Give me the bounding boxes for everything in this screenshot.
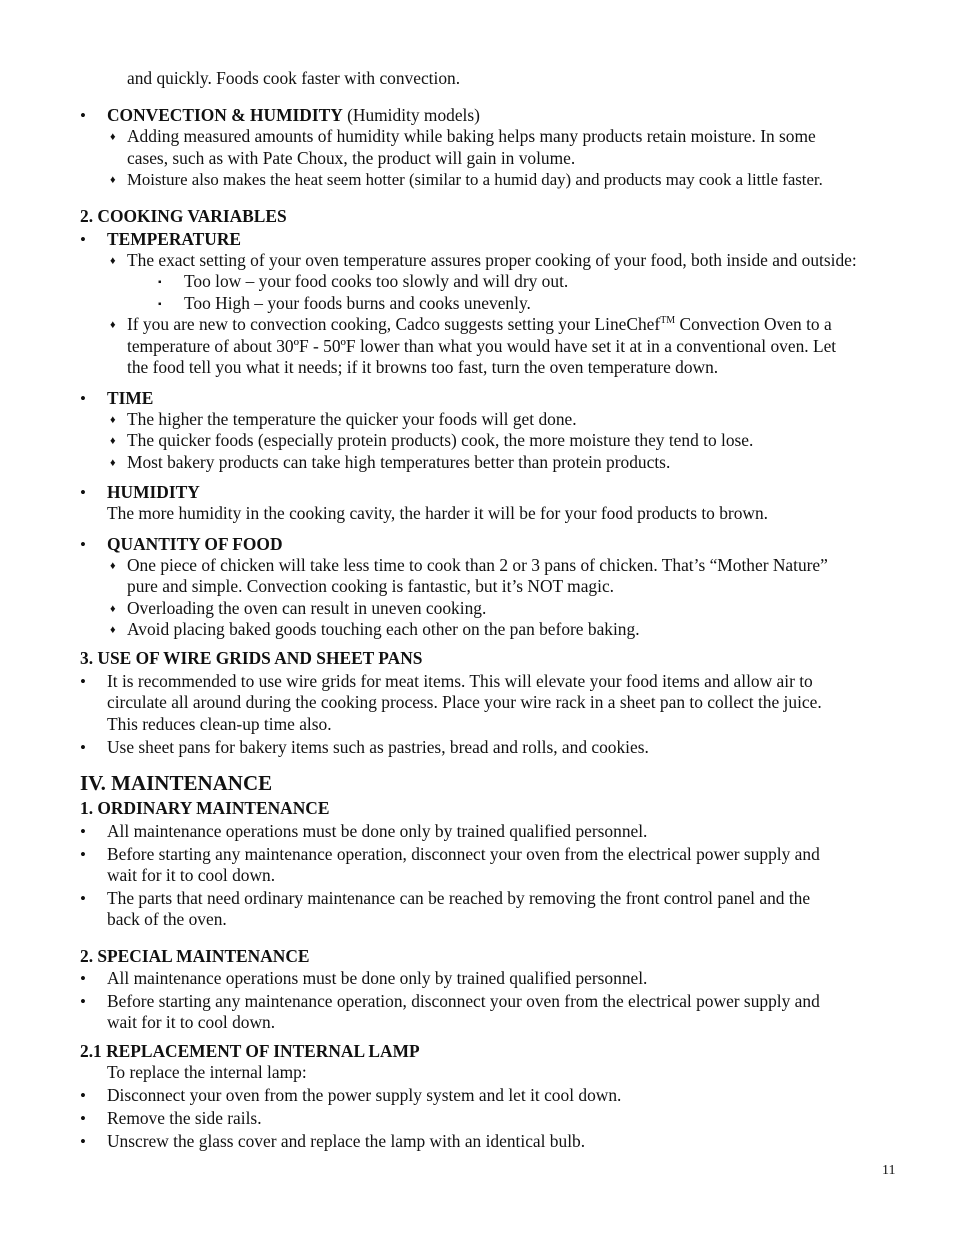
paragraph-line: This reduces clean-up time also.	[107, 714, 332, 734]
paragraph-line: Disconnect your oven from the power supply system and let it cool down.	[107, 1085, 622, 1105]
sub-bullet-text: Too High – your foods burns and cooks unevenly.	[184, 293, 531, 313]
paragraph-line: Avoid placing baked goods touching each other on the pan before baking.	[127, 619, 640, 639]
paragraph-line: wait for it to cool down.	[107, 1012, 276, 1032]
bullet-icon: •	[80, 1086, 86, 1105]
paragraph-line: If you are new to convection cooking, Cadco suggests setting your LineChef™ Convection Oven to a	[127, 314, 832, 334]
bullet-icon: •	[80, 106, 86, 125]
section-heading-ordinary-maintenance: 1. ORDINARY MAINTENANCE	[80, 798, 330, 818]
paragraph-line: Most bakery products can take high temperatures better than protein products.	[127, 452, 671, 472]
paragraph-line: back of the oven.	[107, 909, 227, 929]
paragraph-line: Use sheet pans for bakery items such as pastries, bread and rolls, and cookies.	[107, 737, 649, 757]
paragraph-line: It is recommended to use wire grids for meat items. This will elevate your food items and allow air to	[107, 671, 813, 691]
paragraph-line: cases, such as with Pate Choux, the product will gain in volume.	[127, 148, 576, 168]
paragraph-line: To replace the internal lamp:	[107, 1062, 307, 1082]
paragraph-line: One piece of chicken will take less time to cook than 2 or 3 pans of chicken. That’s “Mother Nature”	[127, 555, 828, 575]
diamond-bullet-icon: ♦	[110, 603, 116, 615]
section-heading-wire-grids: 3. USE OF WIRE GRIDS AND SHEET PANS	[80, 648, 423, 668]
paragraph-line: Unscrew the glass cover and replace the lamp with an identical bulb.	[107, 1131, 586, 1151]
paragraph-line: The parts that need ordinary maintenance can be reached by removing the front control panel and the	[107, 888, 811, 908]
bullet-icon: •	[80, 483, 86, 502]
paragraph-line: The exact setting of your oven temperature assures proper cooking of your food, both inside and outside:	[127, 250, 857, 270]
bullet-icon: •	[80, 992, 86, 1011]
paragraph-line: wait for it to cool down.	[107, 865, 276, 885]
bullet-icon: •	[80, 535, 86, 554]
subheading-quantity-of-food: QUANTITY OF FOOD	[107, 534, 283, 554]
paragraph-line: the food tell you what it needs; if it browns too fast, turn the oven temperature down.	[127, 357, 719, 377]
paragraph-line: pure and simple. Convection cooking is fantastic, but it’s NOT magic.	[127, 576, 615, 596]
section-heading-special-maintenance: 2. SPECIAL MAINTENANCE	[80, 946, 310, 966]
section-heading-lamp-replacement: 2.1 REPLACEMENT OF INTERNAL LAMP	[80, 1041, 420, 1061]
diamond-bullet-icon: ♦	[110, 131, 116, 143]
bullet-icon: •	[80, 230, 86, 249]
paragraph-line: All maintenance operations must be done only by trained qualified personnel.	[107, 821, 648, 841]
bullet-icon: •	[80, 969, 86, 988]
bullet-icon: •	[80, 738, 86, 757]
bullet-icon: •	[80, 672, 86, 691]
square-bullet-icon: ▪	[158, 277, 162, 288]
paragraph-line: Remove the side rails.	[107, 1108, 262, 1128]
diamond-bullet-icon: ♦	[110, 560, 116, 572]
paragraph-line: All maintenance operations must be done only by trained qualified personnel.	[107, 968, 648, 988]
subheading-humidity: HUMIDITY	[107, 482, 200, 502]
paragraph-line: Adding measured amounts of humidity while baking helps many products retain moisture. In some	[127, 126, 816, 146]
paragraph-line: Overloading the oven can result in uneven cooking.	[127, 598, 487, 618]
paragraph-line: The higher the temperature the quicker your foods will get done.	[127, 409, 577, 429]
bullet-icon: •	[80, 1132, 86, 1151]
paragraph-line: circulate all around during the cooking process. Place your wire rack in a sheet pan to collect the juice.	[107, 692, 822, 712]
paragraph-line: Before starting any maintenance operation, disconnect your oven from the electrical power supply and	[107, 991, 820, 1011]
sub-bullet-text: Too low – your food cooks too slowly and will dry out.	[184, 271, 569, 291]
page-number: 11	[882, 1163, 896, 1178]
subheading-time: TIME	[107, 388, 154, 408]
square-bullet-icon: ▪	[158, 299, 162, 310]
paragraph-line: Moisture also makes the heat seem hotter (similar to a humid day) and products may cook a little faster.	[127, 170, 823, 189]
diamond-bullet-icon: ♦	[110, 457, 116, 469]
intro-tail-text: and quickly. Foods cook faster with convection.	[127, 68, 461, 88]
diamond-bullet-icon: ♦	[110, 414, 116, 426]
bullet-icon: •	[80, 845, 86, 864]
paragraph-line: The quicker foods (especially protein products) cook, the more moisture they tend to lose.	[127, 430, 754, 450]
chapter-heading-maintenance: IV. MAINTENANCE	[80, 771, 273, 795]
trademark-superscript: TM	[660, 315, 676, 326]
diamond-bullet-icon: ♦	[110, 255, 116, 267]
section-heading-cooking-variables: 2. COOKING VARIABLES	[80, 206, 287, 226]
convection-humidity-heading: CONVECTION & HUMIDITY (Humidity models)	[107, 105, 480, 125]
diamond-bullet-icon: ♦	[110, 435, 116, 447]
diamond-bullet-icon: ♦	[110, 624, 116, 636]
diamond-bullet-icon: ♦	[110, 319, 116, 331]
paragraph-line: temperature of about 30ºF - 50ºF lower than what you would have set it at in a conventional oven. Let	[127, 336, 837, 356]
bullet-icon: •	[80, 822, 86, 841]
bullet-icon: •	[80, 889, 86, 908]
bullet-icon: •	[80, 389, 86, 408]
subheading-temperature: TEMPERATURE	[107, 229, 241, 249]
diamond-bullet-icon: ♦	[110, 174, 116, 186]
paragraph-line: The more humidity in the cooking cavity, the harder it will be for your food products to brown.	[107, 503, 769, 523]
paragraph-line: Before starting any maintenance operation, disconnect your oven from the electrical power supply and	[107, 844, 820, 864]
bullet-icon: •	[80, 1109, 86, 1128]
